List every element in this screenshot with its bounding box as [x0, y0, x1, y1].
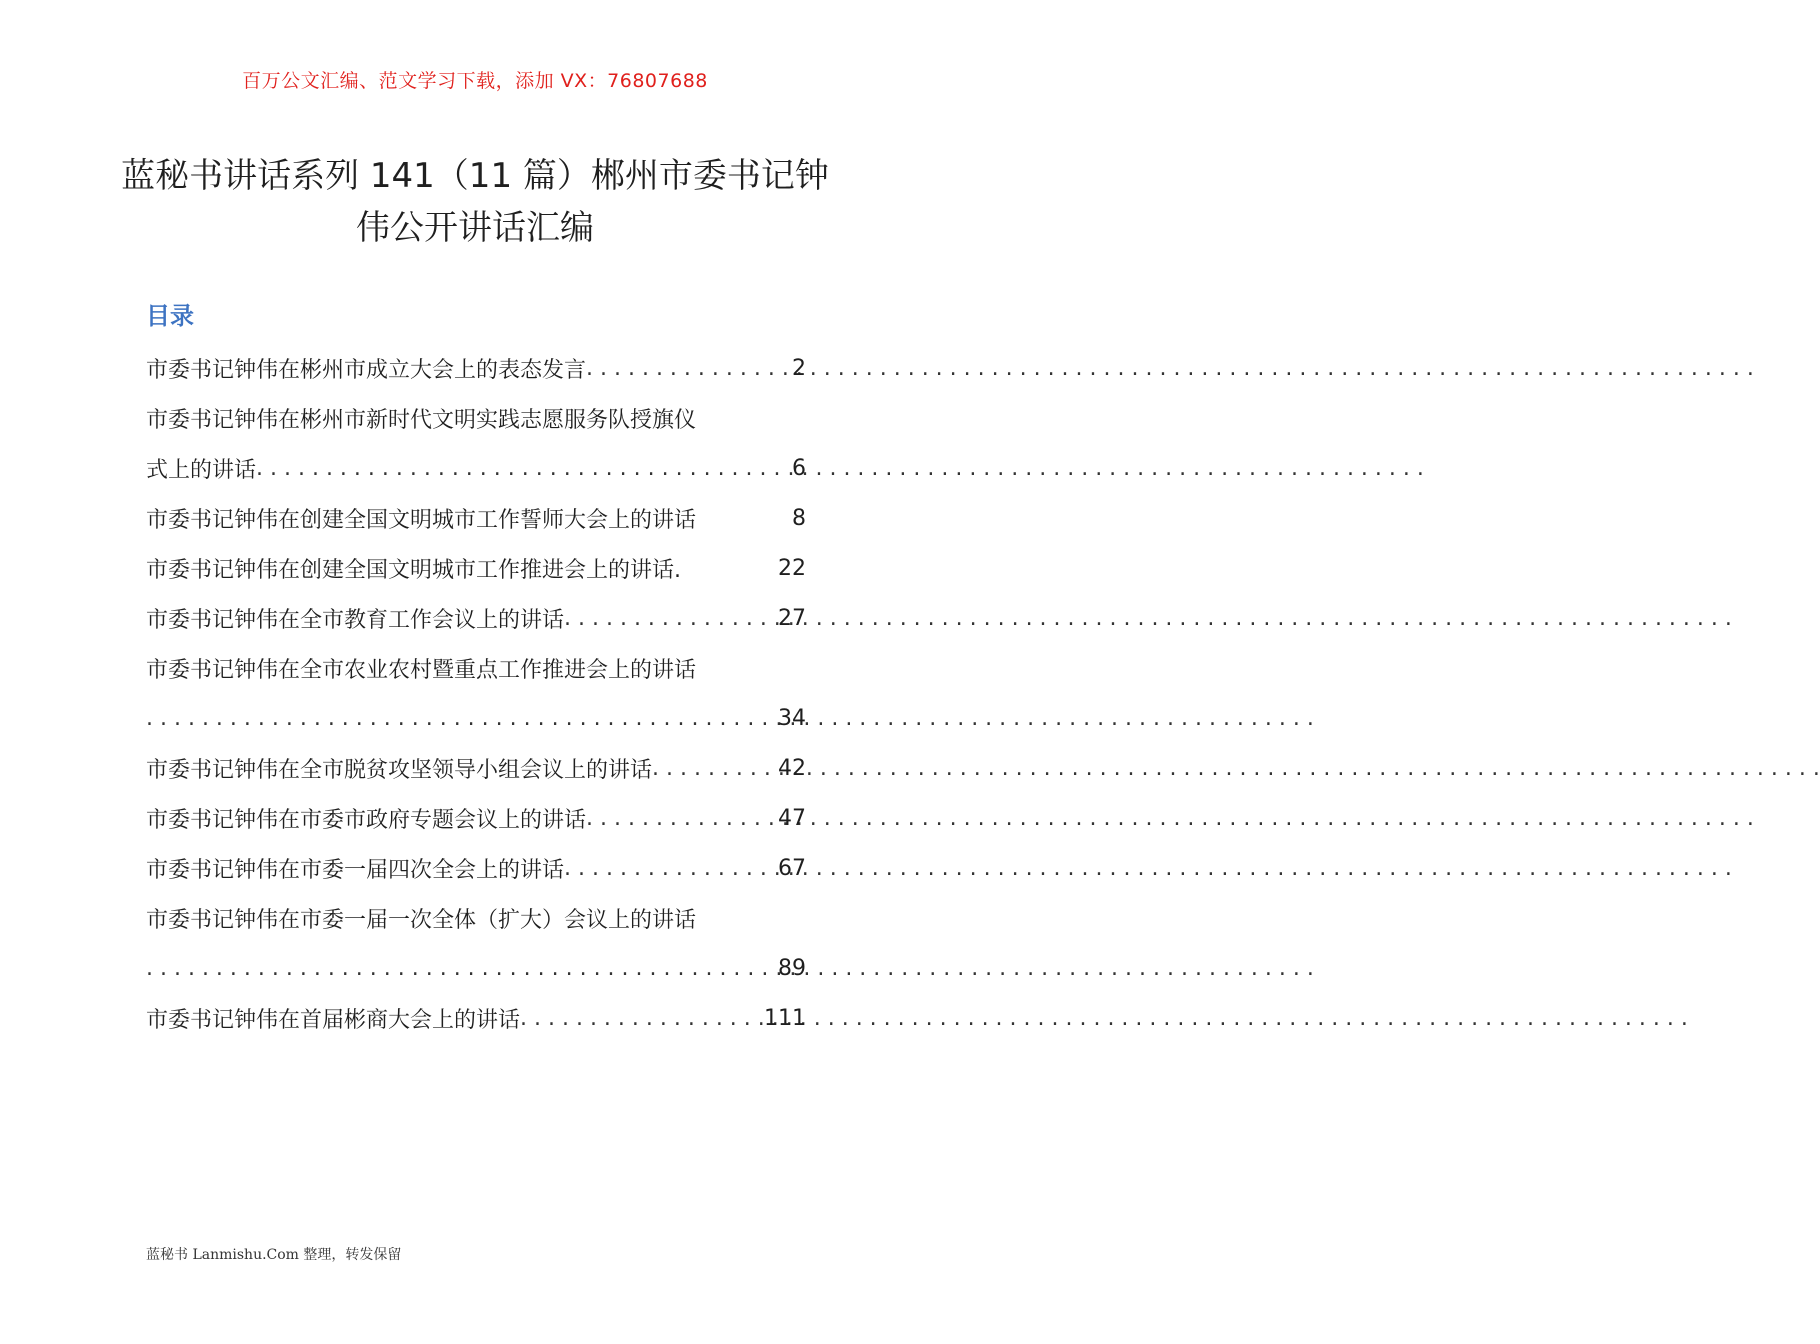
toc-line[interactable]: [146, 843, 806, 893]
toc-leader-dots: [586, 806, 774, 831]
toc-page-number: 47: [778, 805, 806, 831]
toc-leader-dots: [256, 456, 788, 481]
toc-entry-title: 市委书记钟伟在市委市政府专题会议上的讲话: [146, 807, 587, 833]
toc-entry-title: 市委书记钟伟在彬州市成立大会上的表态发言: [146, 357, 587, 383]
toc-line[interactable]: [146, 493, 806, 543]
toc-entry-title: 市委书记钟伟在首届彬商大会上的讲话: [146, 1007, 521, 1033]
table-of-contents: [146, 343, 806, 1043]
toc-leader-dots: [146, 706, 774, 731]
toc-entry-title: 市委书记钟伟在市委一届四次全会上的讲话: [146, 857, 565, 883]
toc-page-number: 67: [778, 855, 806, 881]
toc-line[interactable]: [146, 793, 806, 843]
toc-page-number: 8: [792, 505, 806, 531]
document-title: 蓝秘书讲话系列 141（11 篇）郴州市委书记钟伟公开讲话汇编: [121, 156, 829, 248]
toc-leader-dots: [564, 856, 774, 881]
toc-line[interactable]: [146, 343, 806, 393]
toc-page-number: 22: [778, 555, 806, 581]
toc-leader-dots: [146, 956, 774, 981]
toc-line[interactable]: [146, 643, 806, 693]
toc-line[interactable]: [146, 543, 806, 593]
toc-entry-title: 市委书记钟伟在创建全国文明城市工作推进会上的讲话.: [146, 557, 681, 583]
toc-line[interactable]: [146, 743, 806, 793]
toc-page-number: 111: [764, 1005, 806, 1031]
toc-entry-title: 式上的讲话: [146, 457, 257, 483]
toc-entry-title: 市委书记钟伟在彬州市新时代文明实践志愿服务队授旗仪: [146, 407, 697, 433]
toc-page-number: 27: [778, 605, 806, 631]
toc-entry-title: 市委书记钟伟在全市教育工作会议上的讲话: [146, 607, 565, 633]
toc-line[interactable]: [146, 943, 806, 993]
toc-line[interactable]: [146, 993, 806, 1043]
toc-heading: 目录: [146, 302, 194, 330]
toc-entry-title: 市委书记钟伟在市委一届一次全体（扩大）会议上的讲话: [146, 907, 697, 933]
toc-page-number: 6: [792, 455, 806, 481]
toc-entry-title: 市委书记钟伟在创建全国文明城市工作誓师大会上的讲话: [146, 507, 697, 533]
toc-entry-title: 市委书记钟伟在全市农业农村暨重点工作推进会上的讲话: [146, 657, 697, 683]
toc-leader-dots: [652, 756, 774, 781]
toc-line[interactable]: [146, 593, 806, 643]
toc-entry-title: 市委书记钟伟在全市脱贫攻坚领导小组会议上的讲话: [146, 757, 653, 783]
toc-line[interactable]: [146, 443, 806, 493]
toc-page-number: 2: [792, 355, 806, 381]
toc-page-number: 89: [778, 955, 806, 981]
toc-page-number: 42: [778, 755, 806, 781]
toc-line[interactable]: [146, 693, 806, 743]
toc-leader-dots: [564, 606, 774, 631]
header-banner: 百万公文汇编、范文学习下载，添加 VX：76807688: [242, 70, 708, 92]
toc-page-number: 34: [778, 705, 806, 731]
toc-line[interactable]: [146, 393, 806, 443]
footer-note: 蓝秘书 Lanmishu.Com 整理，转发保留: [146, 1247, 402, 1263]
toc-leader-dots: [520, 1006, 760, 1031]
toc-leader-dots: [586, 356, 788, 381]
toc-line[interactable]: [146, 893, 806, 943]
